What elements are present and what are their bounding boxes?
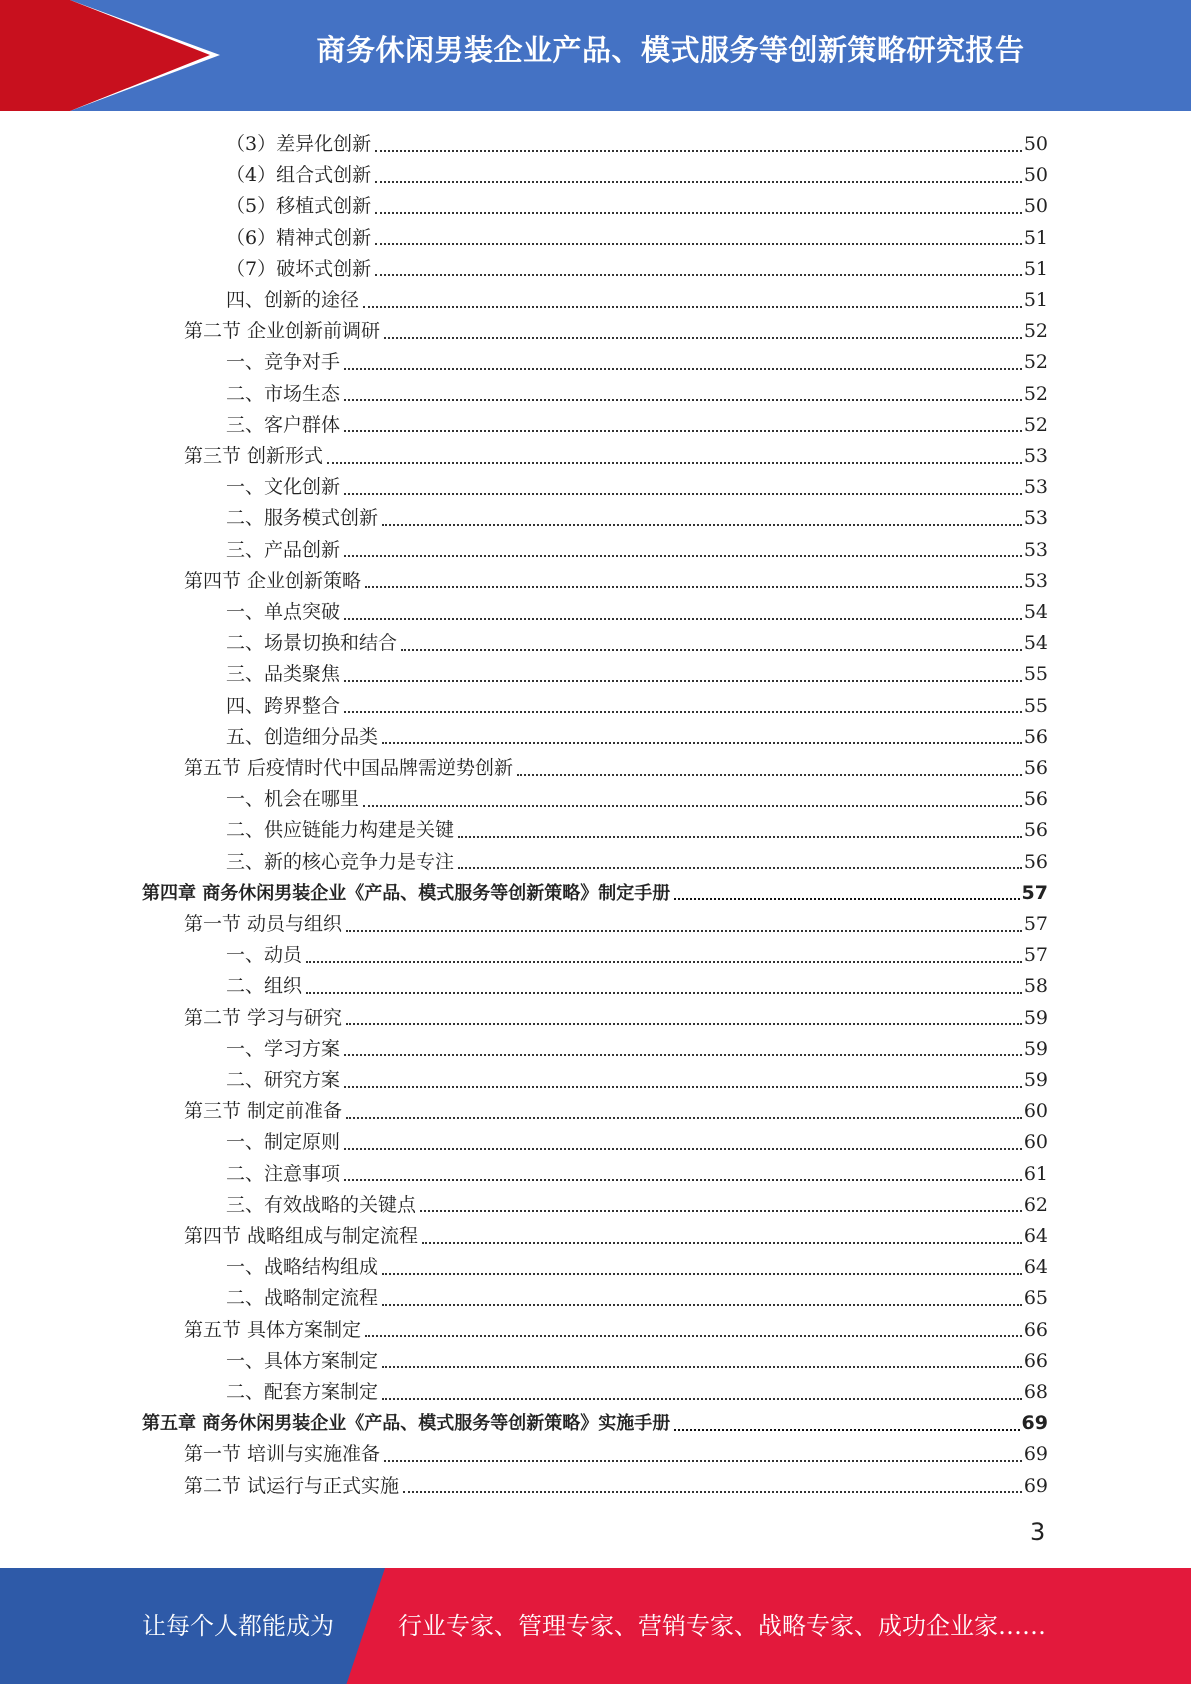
toc-entry-label: 第二节 企业创新前调研: [184, 320, 381, 343]
toc-leader-dots: [375, 212, 1022, 214]
toc-entry[interactable]: [184, 566, 1048, 597]
toc-leader-dots: [344, 680, 1022, 682]
toc-leader-dots: [382, 524, 1022, 526]
toc-leader-dots: [674, 898, 1019, 900]
toc-leader-dots: [363, 805, 1022, 807]
toc-entry[interactable]: [226, 940, 1048, 971]
toc-entry-label: 二、服务模式创新: [226, 507, 379, 530]
toc-entry-label: 第三节 创新形式: [184, 445, 324, 467]
toc-leader-dots: [344, 399, 1022, 401]
toc-leader-dots: [382, 1304, 1022, 1306]
toc-entry-label: 一、文化创新: [226, 476, 341, 499]
toc-entry-label: 一、学习方案: [226, 1037, 341, 1060]
toc-leader-dots: [363, 306, 1022, 308]
toc-entry-page: 62: [1023, 1193, 1048, 1216]
toc-entry-label: 第五章 商务休闲男装企业《产品、模式服务等创新策略》实施手册: [142, 1413, 671, 1435]
toc-entry-label: 二、配套方案制定: [226, 1381, 379, 1403]
toc-entry-label: 三、客户群体: [226, 413, 341, 436]
toc-entry[interactable]: [184, 441, 1048, 472]
toc-entry[interactable]: [226, 1377, 1048, 1408]
toc-entry-page: 59: [1023, 1006, 1048, 1029]
toc-entry-label: 第五节 具体方案制定: [184, 1318, 362, 1341]
toc-entry-page: 56: [1023, 725, 1048, 748]
toc-entry-page: 56: [1023, 819, 1048, 842]
toc-entry-label: 一、机会在哪里: [226, 788, 360, 811]
toc-leader-dots: [382, 1398, 1022, 1400]
toc-entry[interactable]: [226, 1127, 1048, 1158]
toc-leader-dots: [344, 368, 1022, 370]
toc-entry-label: 第一节 培训与实施准备: [184, 1443, 381, 1466]
toc-entry-label: 三、品类聚焦: [226, 663, 341, 686]
toc-entry-page: 51: [1023, 226, 1048, 249]
toc-entry-page: 51: [1023, 289, 1048, 311]
toc-entry-page: 55: [1023, 694, 1048, 717]
toc-entry[interactable]: [226, 472, 1048, 503]
toc-entry[interactable]: [226, 254, 1048, 285]
toc-leader-dots: [344, 493, 1022, 495]
toc-leader-dots: [346, 1117, 1022, 1119]
toc-entry-page: 57: [1023, 944, 1048, 967]
toc-entry-page: 60: [1023, 1100, 1048, 1123]
toc-entry[interactable]: [184, 753, 1048, 784]
toc-leader-dots: [306, 961, 1022, 963]
toc-entry-label: 一、制定原则: [226, 1131, 341, 1154]
toc-leader-dots: [375, 274, 1022, 276]
toc-leader-dots: [327, 462, 1022, 464]
toc-entry-page: 53: [1023, 445, 1048, 467]
toc-leader-dots: [375, 243, 1022, 245]
header-red-block: [0, 0, 70, 111]
toc-entry-label: 二、场景切换和结合: [226, 632, 398, 655]
toc-entry-page: 64: [1023, 1256, 1048, 1279]
toc-leader-dots: [344, 430, 1022, 432]
toc-leader-dots: [382, 742, 1022, 744]
toc-entry-label: （7）破坏式创新: [226, 257, 372, 280]
toc-entry-label: 二、战略制定流程: [226, 1287, 379, 1310]
toc-entry-page: 57: [1021, 881, 1048, 904]
toc-entry-label: 二、供应链能力构建是关键: [226, 819, 455, 842]
toc-leader-dots: [344, 1054, 1022, 1056]
footer-slogan-right: 行业专家、管理专家、营销专家、战略专家、成功企业家……: [398, 1612, 1046, 1640]
toc-entry-page: 57: [1023, 913, 1048, 935]
toc-leader-dots: [458, 867, 1022, 869]
toc-entry-page: 59: [1023, 1069, 1048, 1091]
toc-leader-dots: [344, 711, 1022, 713]
toc-entry-page: 66: [1023, 1318, 1048, 1341]
toc-leader-dots: [365, 586, 1022, 588]
toc-entry[interactable]: [226, 410, 1048, 441]
toc-entry-page: 53: [1023, 476, 1048, 499]
toc-entry-label: 第一节 动员与组织: [184, 913, 343, 935]
toc-entry-label: 二、注意事项: [226, 1162, 341, 1185]
toc-entry[interactable]: [226, 1283, 1048, 1314]
toc-entry-page: 69: [1023, 1443, 1048, 1466]
toc-entry[interactable]: [226, 597, 1048, 628]
toc-entry[interactable]: [226, 191, 1048, 222]
toc-entry-page: 59: [1023, 1037, 1048, 1060]
toc-leader-dots: [384, 337, 1022, 339]
toc-leader-dots: [346, 1023, 1022, 1025]
toc-entry-label: 第二节 学习与研究: [184, 1006, 343, 1029]
toc-leader-dots: [384, 1460, 1022, 1462]
toc-entry-page: 50: [1023, 133, 1048, 155]
toc-entry[interactable]: [184, 909, 1048, 940]
toc-entry-label: 二、市场生态: [226, 382, 341, 405]
toc-entry-page: 56: [1023, 788, 1048, 811]
toc-chapter-entry[interactable]: [142, 878, 1048, 909]
toc-entry[interactable]: [184, 1439, 1048, 1470]
toc-entry[interactable]: [226, 691, 1048, 722]
toc-entry-label: 第二节 试运行与正式实施: [184, 1474, 400, 1497]
toc-entry[interactable]: [226, 1190, 1048, 1221]
toc-leader-dots: [382, 1273, 1022, 1275]
toc-entry-label: 一、竞争对手: [226, 351, 341, 374]
toc-entry[interactable]: [226, 129, 1048, 160]
toc-entry[interactable]: [226, 503, 1048, 534]
toc-entry-label: （3）差异化创新: [226, 133, 372, 155]
page-number: 3: [1030, 1518, 1046, 1546]
toc-entry-label: 第三节 制定前准备: [184, 1100, 343, 1123]
toc-entry-page: 65: [1023, 1287, 1048, 1310]
page-header: [0, 0, 1191, 111]
toc-leader-dots: [344, 618, 1022, 620]
toc-entry-page: 56: [1023, 757, 1048, 779]
toc-entry-page: 52: [1023, 413, 1048, 436]
toc-entry-label: 四、创新的途径: [226, 289, 360, 311]
toc-entry-page: 50: [1023, 164, 1048, 187]
toc-entry[interactable]: [184, 316, 1048, 347]
toc-entry-page: 68: [1023, 1381, 1048, 1403]
toc-leader-dots: [344, 1086, 1022, 1088]
toc-leader-dots: [458, 836, 1022, 838]
toc-entry[interactable]: [226, 1346, 1048, 1377]
toc-entry[interactable]: [226, 285, 1048, 316]
toc-entry[interactable]: [226, 347, 1048, 378]
toc-entry-label: 五、创造细分品类: [226, 725, 379, 748]
toc-entry-label: 第五节 后疫情时代中国品牌需逆势创新: [184, 757, 514, 779]
toc-leader-dots: [422, 1242, 1022, 1244]
toc-leader-dots: [382, 1366, 1022, 1368]
header-title: 商务休闲男装企业产品、模式服务等创新策略研究报告: [316, 33, 1025, 67]
toc-entry-page: 52: [1023, 320, 1048, 343]
toc-entry-label: 第四节 战略组成与制定流程: [184, 1225, 419, 1247]
toc-leader-dots: [344, 1179, 1022, 1181]
toc-leader-dots: [674, 1429, 1019, 1431]
toc-leader-dots: [420, 1210, 1022, 1212]
toc-entry[interactable]: [226, 1252, 1048, 1283]
toc-leader-dots: [517, 774, 1022, 776]
toc-leader-dots: [306, 992, 1022, 994]
toc-entry-label: （4）组合式创新: [226, 164, 372, 187]
toc-entry[interactable]: [184, 1315, 1048, 1346]
toc-leader-dots: [344, 555, 1022, 557]
toc-entry-page: 69: [1023, 1474, 1048, 1497]
toc-entry[interactable]: [226, 815, 1048, 846]
toc-leader-dots: [375, 150, 1022, 152]
toc-entry-page: 60: [1023, 1131, 1048, 1154]
toc-entry-page: 53: [1023, 569, 1048, 592]
toc-entry[interactable]: [226, 223, 1048, 254]
toc-chapter-entry[interactable]: [142, 1408, 1048, 1439]
toc-entry-page: 69: [1021, 1412, 1048, 1435]
toc-entry-label: 一、动员: [226, 944, 303, 967]
toc-leader-dots: [344, 1148, 1022, 1150]
toc-entry-label: 第四章 商务休闲男装企业《产品、模式服务等创新策略》制定手册: [142, 882, 671, 904]
toc-entry[interactable]: [226, 535, 1048, 566]
toc-entry[interactable]: [226, 160, 1048, 191]
toc-entry-label: 二、组织: [226, 975, 303, 998]
toc-entry-page: 52: [1023, 351, 1048, 374]
toc-leader-dots: [403, 1491, 1022, 1493]
toc-entry-page: 56: [1023, 850, 1048, 873]
toc-entry-label: 一、具体方案制定: [226, 1349, 379, 1372]
toc-entry-page: 53: [1023, 538, 1048, 561]
toc-entry[interactable]: [226, 1159, 1048, 1190]
toc-entry[interactable]: [226, 847, 1048, 878]
toc-entry-page: 64: [1023, 1225, 1048, 1247]
page-footer: [0, 1568, 1191, 1684]
toc-entry-page: 50: [1023, 195, 1048, 218]
toc-entry[interactable]: [184, 1221, 1048, 1252]
toc-entry-page: 54: [1023, 601, 1048, 623]
toc-entry-label: 四、跨界整合: [226, 694, 341, 717]
footer-slogan-left: 让每个人都能成为: [142, 1612, 334, 1640]
toc-entry[interactable]: [226, 628, 1048, 659]
toc-entry[interactable]: [226, 971, 1048, 1002]
toc-leader-dots: [365, 1335, 1022, 1337]
toc-entry-label: 第四节 企业创新策略: [184, 569, 362, 592]
toc-entry[interactable]: [226, 784, 1048, 815]
toc-entry[interactable]: [184, 1471, 1048, 1502]
toc-entry[interactable]: [184, 1096, 1048, 1127]
toc-entry-label: 一、单点突破: [226, 601, 341, 623]
toc-entry[interactable]: [226, 659, 1048, 690]
toc-leader-dots: [375, 181, 1022, 183]
toc-entry[interactable]: [226, 1065, 1048, 1096]
toc-entry[interactable]: [184, 1003, 1048, 1034]
toc-leader-dots: [401, 649, 1022, 651]
toc-entry-label: 三、产品创新: [226, 538, 341, 561]
toc-entry-page: 54: [1023, 632, 1048, 655]
toc-entry[interactable]: [226, 379, 1048, 410]
toc-entry[interactable]: [226, 1034, 1048, 1065]
toc-entry-label: 三、新的核心竞争力是专注: [226, 850, 455, 873]
toc-entry-label: 三、有效战略的关键点: [226, 1193, 417, 1216]
toc-entry-page: 51: [1023, 257, 1048, 280]
toc-entry-label: 二、研究方案: [226, 1069, 341, 1091]
toc-entry-page: 55: [1023, 663, 1048, 686]
toc-entry-page: 58: [1023, 975, 1048, 998]
toc-entry-page: 53: [1023, 507, 1048, 530]
toc-entry-page: 52: [1023, 382, 1048, 405]
toc-entry-label: （6）精神式创新: [226, 226, 372, 249]
toc-entry-page: 66: [1023, 1349, 1048, 1372]
toc-entry-page: 61: [1023, 1162, 1048, 1185]
toc-leader-dots: [346, 930, 1022, 932]
toc-entry[interactable]: [226, 722, 1048, 753]
toc-entry-label: 一、战略结构组成: [226, 1256, 379, 1279]
toc-entry-label: （5）移植式创新: [226, 195, 372, 218]
